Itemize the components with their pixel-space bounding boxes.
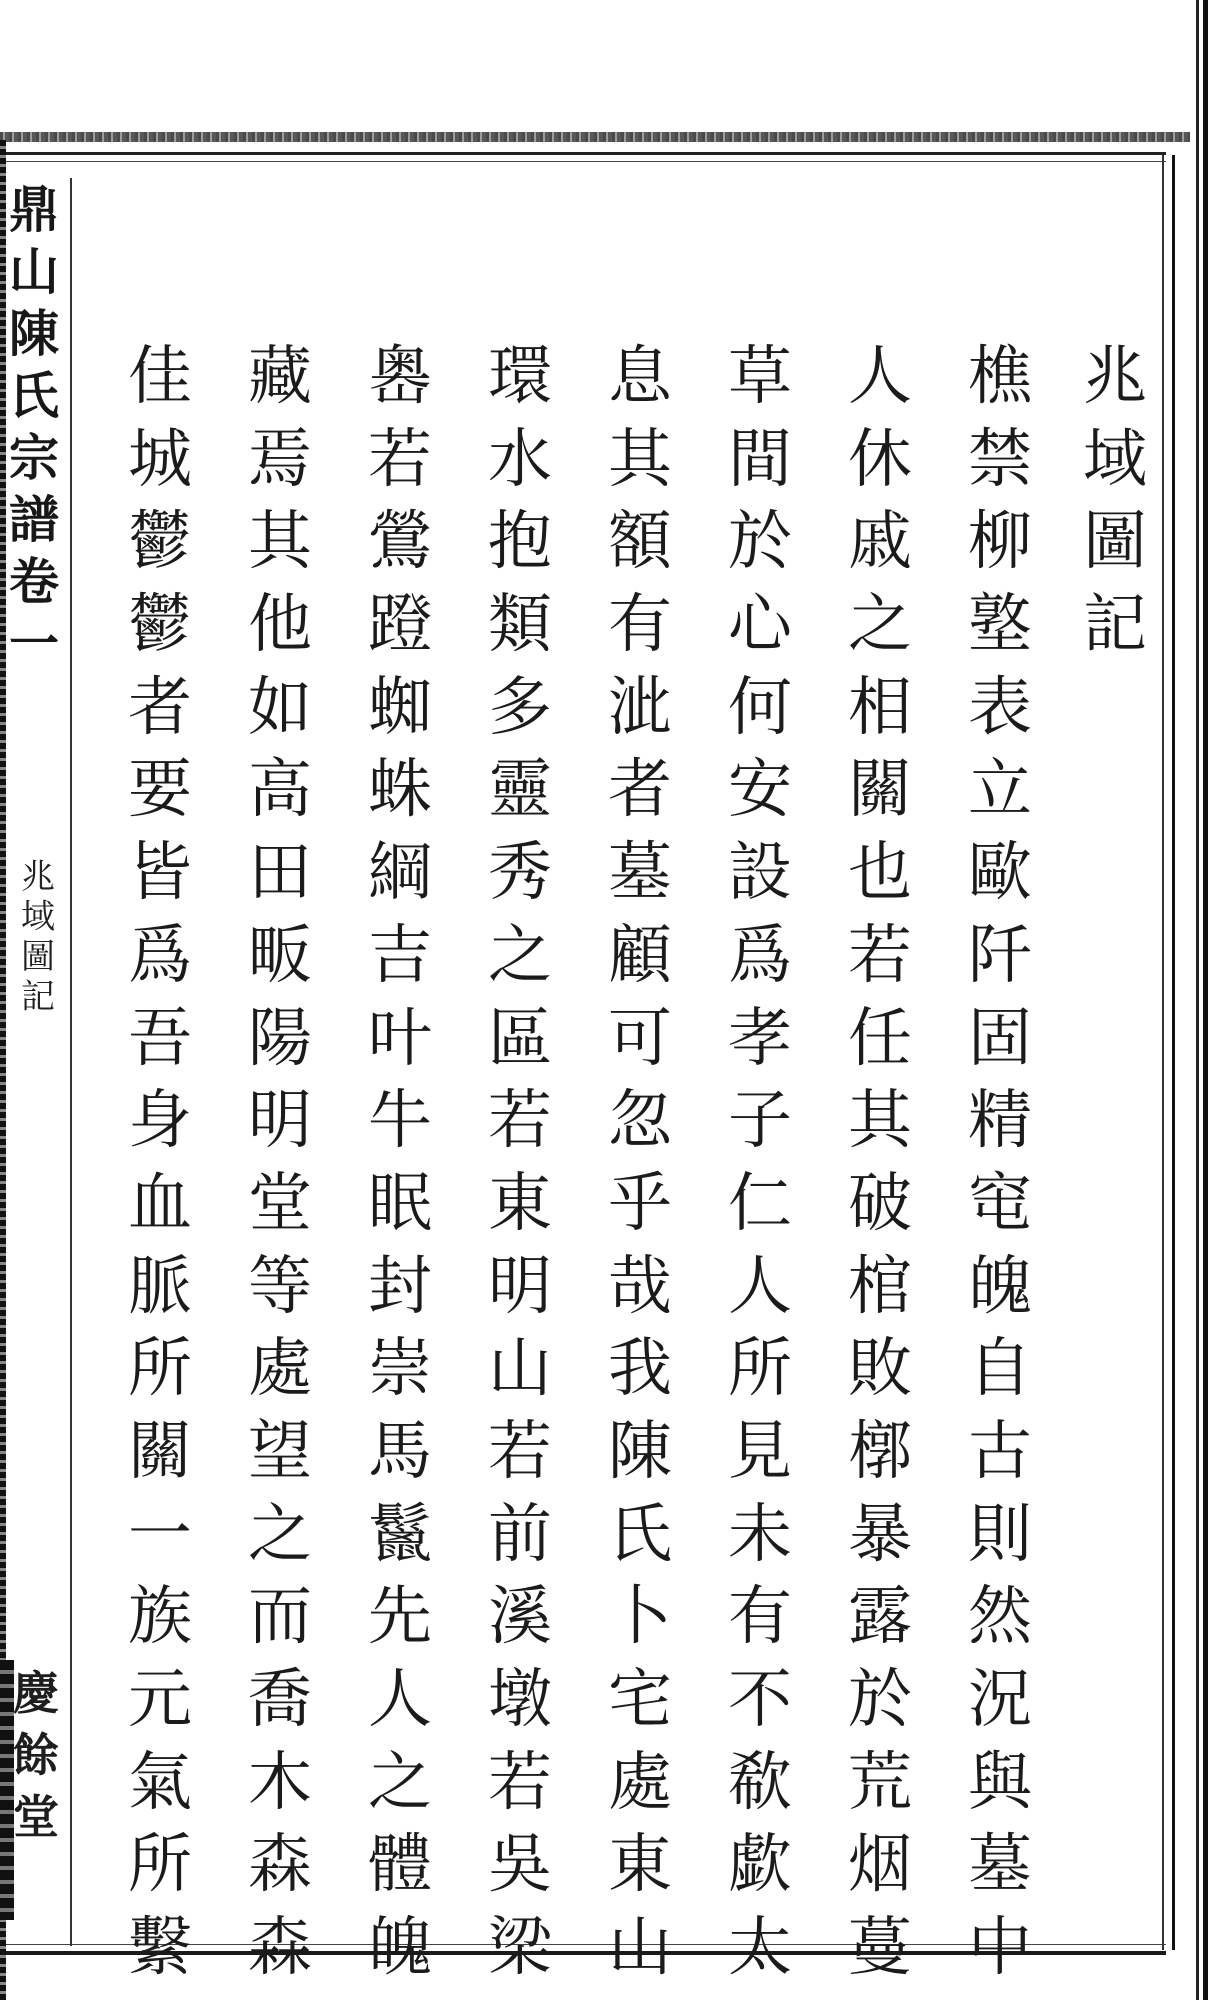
character-glyph: 堂	[248, 1166, 312, 1241]
character-glyph: 之	[368, 1745, 432, 1820]
character-glyph: 血	[128, 1166, 192, 1241]
character-glyph: 山	[9, 242, 59, 301]
character-glyph: 任	[848, 1001, 912, 1076]
character-glyph: 設	[728, 836, 792, 911]
character-glyph: 蹬	[368, 588, 432, 663]
page-top-edge	[0, 132, 1212, 142]
character-glyph: 梁	[488, 1911, 552, 1986]
character-glyph: 歐	[968, 836, 1032, 911]
character-glyph: 烟	[848, 1828, 912, 1903]
character-glyph: 靈	[488, 753, 552, 828]
character-glyph: 魄	[368, 1911, 432, 1986]
character-glyph: 森	[248, 1828, 312, 1903]
character-glyph: 記	[1083, 588, 1147, 663]
character-glyph: 森	[248, 1911, 312, 1986]
character-glyph: 其	[608, 422, 672, 497]
character-glyph: 如	[248, 670, 312, 745]
character-glyph: 棺	[848, 1249, 912, 1324]
character-glyph: 畈	[248, 918, 312, 993]
character-glyph: 太	[728, 1911, 792, 1986]
character-glyph: 阡	[968, 918, 1032, 993]
character-glyph: 蛛	[368, 753, 432, 828]
text-column-8	[115, 340, 205, 1999]
character-glyph: 環	[488, 340, 552, 414]
text-column-1	[955, 340, 1045, 1999]
character-glyph: 焉	[248, 422, 312, 497]
character-glyph: 處	[248, 1332, 312, 1407]
character-glyph: 鶯	[368, 505, 432, 580]
character-glyph: 不	[728, 1663, 792, 1737]
character-glyph: 子	[728, 1084, 792, 1159]
character-glyph: 陽	[248, 1001, 312, 1076]
character-glyph: 圖	[21, 937, 55, 977]
character-glyph: 立	[968, 753, 1032, 828]
character-glyph: 柳	[968, 505, 1032, 580]
character-glyph: 記	[21, 977, 55, 1017]
character-glyph: 我	[608, 1332, 672, 1407]
character-glyph: 蜘	[368, 670, 432, 745]
character-glyph: 前	[488, 1497, 552, 1572]
character-glyph: 身	[128, 1084, 192, 1159]
character-glyph: 精	[968, 1084, 1032, 1159]
character-glyph: 所	[728, 1332, 792, 1407]
character-glyph: 未	[728, 1497, 792, 1572]
character-glyph: 何	[728, 670, 792, 745]
character-glyph: 鼎	[9, 180, 59, 239]
heading	[1070, 340, 1160, 676]
character-glyph: 處	[608, 1745, 672, 1820]
character-glyph: 山	[488, 1332, 552, 1407]
character-glyph: 氏	[9, 366, 59, 425]
text-column-7	[235, 340, 325, 1999]
character-glyph: 破	[848, 1166, 912, 1241]
character-glyph: 乎	[608, 1166, 672, 1241]
character-glyph: 關	[848, 753, 912, 828]
character-glyph: 抱	[488, 505, 552, 580]
character-glyph: 若	[488, 1745, 552, 1820]
character-glyph: 他	[248, 588, 312, 663]
character-glyph: 鬱	[128, 588, 192, 663]
character-glyph: 中	[968, 1911, 1032, 1986]
character-glyph: 若	[488, 1414, 552, 1489]
character-glyph: 其	[848, 1084, 912, 1159]
character-glyph: 喬	[248, 1663, 312, 1737]
character-glyph: 戚	[848, 505, 912, 580]
text-column-2	[835, 340, 925, 1999]
character-glyph: 墪	[968, 588, 1032, 663]
character-glyph: 欷	[728, 1745, 792, 1820]
character-glyph: 溪	[488, 1580, 552, 1655]
character-glyph: 域	[1083, 422, 1147, 497]
character-glyph: 草	[728, 340, 792, 414]
character-glyph: 額	[608, 505, 672, 580]
character-glyph: 眠	[368, 1166, 432, 1241]
character-glyph: 宗	[9, 428, 59, 487]
character-glyph: 區	[488, 1001, 552, 1076]
character-glyph: 表	[968, 670, 1032, 745]
character-glyph: 陳	[608, 1414, 672, 1489]
character-glyph: 佳	[128, 340, 192, 414]
character-glyph: 可	[608, 1001, 672, 1076]
character-glyph: 吉	[368, 918, 432, 993]
character-glyph: 所	[128, 1332, 192, 1407]
character-glyph: 東	[488, 1166, 552, 1241]
character-glyph: 所	[128, 1828, 192, 1903]
character-glyph: 也	[848, 836, 912, 911]
character-glyph: 爲	[128, 918, 192, 993]
character-glyph: 人	[728, 1249, 792, 1324]
character-glyph: 休	[848, 422, 912, 497]
character-glyph: 卜	[608, 1580, 672, 1655]
character-glyph: 吳	[488, 1828, 552, 1903]
character-glyph: 高	[248, 753, 312, 828]
character-glyph: 繫	[128, 1911, 192, 1986]
character-glyph: 多	[488, 670, 552, 745]
spine-section-title	[18, 857, 58, 1020]
frame-right-border	[1162, 155, 1175, 1950]
character-glyph: 山	[608, 1911, 672, 1986]
character-glyph: 古	[968, 1414, 1032, 1489]
character-glyph: 息	[608, 340, 672, 414]
character-glyph: 若	[368, 422, 432, 497]
character-glyph: 城	[128, 422, 192, 497]
character-glyph: 秀	[488, 836, 552, 911]
character-glyph: 氣	[128, 1745, 192, 1820]
character-glyph: 人	[368, 1663, 432, 1737]
text-column-5	[475, 340, 565, 1999]
character-glyph: 忽	[608, 1084, 672, 1159]
character-glyph: 餘	[13, 1728, 59, 1782]
character-glyph: 見	[728, 1414, 792, 1489]
page-right-edge	[1190, 0, 1212, 2000]
character-glyph: 之	[848, 588, 912, 663]
character-glyph: 慶	[13, 1666, 59, 1720]
character-glyph: 之	[488, 918, 552, 993]
character-glyph: 則	[968, 1497, 1032, 1572]
character-glyph: 關	[128, 1414, 192, 1489]
character-glyph: 藏	[248, 340, 312, 414]
character-glyph: 宅	[608, 1663, 672, 1737]
character-glyph: 者	[608, 753, 672, 828]
character-glyph: 固	[968, 1001, 1032, 1076]
character-glyph: 墓	[608, 836, 672, 911]
character-glyph: 兆	[21, 857, 55, 897]
character-glyph: 有	[728, 1580, 792, 1655]
character-glyph: 嶴	[368, 340, 432, 414]
character-glyph: 露	[848, 1580, 912, 1655]
character-glyph: 陳	[9, 304, 59, 363]
character-glyph: 皆	[128, 836, 192, 911]
character-glyph: 兆	[1083, 340, 1147, 414]
character-glyph: 馬	[368, 1414, 432, 1489]
character-glyph: 墓	[968, 1828, 1032, 1903]
character-glyph: 類	[488, 588, 552, 663]
text-column-4	[595, 340, 685, 1999]
character-glyph: 東	[608, 1828, 672, 1903]
character-glyph: 與	[968, 1745, 1032, 1820]
character-glyph: 等	[248, 1249, 312, 1324]
frame-top-border	[6, 152, 1166, 162]
character-glyph: 明	[248, 1084, 312, 1159]
character-glyph: 若	[848, 918, 912, 993]
character-glyph: 田	[248, 836, 312, 911]
character-glyph: 蔓	[848, 1911, 912, 1986]
character-glyph: 體	[368, 1828, 432, 1903]
character-glyph: 圖	[1083, 505, 1147, 580]
spine-hall-name	[8, 1666, 64, 1856]
character-glyph: 有	[608, 588, 672, 663]
character-glyph: 木	[248, 1745, 312, 1820]
character-glyph: 孝	[728, 1001, 792, 1076]
character-glyph: 域	[21, 897, 55, 937]
character-glyph: 荒	[848, 1745, 912, 1820]
character-glyph: 元	[128, 1663, 192, 1737]
character-glyph: 爲	[728, 918, 792, 993]
character-glyph: 心	[728, 588, 792, 663]
character-glyph: 顧	[608, 918, 672, 993]
character-glyph: 要	[128, 753, 192, 828]
character-glyph: 仁	[728, 1166, 792, 1241]
spine-volume	[6, 552, 62, 681]
character-glyph: 自	[968, 1332, 1032, 1407]
character-glyph: 而	[248, 1580, 312, 1655]
character-glyph: 暴	[848, 1497, 912, 1572]
character-glyph: 明	[488, 1249, 552, 1324]
character-glyph: 脈	[128, 1249, 192, 1324]
character-glyph: 歔	[728, 1828, 792, 1903]
text-column-6	[355, 340, 445, 1999]
character-glyph: 一	[128, 1497, 192, 1572]
character-glyph: 禁	[968, 422, 1032, 497]
character-glyph: 崇	[368, 1332, 432, 1407]
character-glyph: 一	[9, 614, 59, 673]
character-glyph: 卷	[9, 552, 59, 611]
character-glyph: 氏	[608, 1497, 672, 1572]
character-glyph: 槨	[848, 1414, 912, 1489]
character-glyph: 魄	[968, 1249, 1032, 1324]
character-glyph: 哉	[608, 1249, 672, 1324]
spine-book-title	[6, 180, 62, 557]
character-glyph: 於	[848, 1663, 912, 1737]
character-glyph: 望	[248, 1414, 312, 1489]
character-glyph: 安	[728, 753, 792, 828]
character-glyph: 者	[128, 670, 192, 745]
character-glyph: 人	[848, 340, 912, 414]
character-glyph: 相	[848, 670, 912, 745]
character-glyph: 鬣	[368, 1497, 432, 1572]
character-glyph: 然	[968, 1580, 1032, 1655]
character-glyph: 族	[128, 1580, 192, 1655]
character-glyph: 先	[368, 1580, 432, 1655]
character-glyph: 樵	[968, 340, 1032, 414]
character-glyph: 墩	[488, 1663, 552, 1737]
character-glyph: 其	[248, 505, 312, 580]
character-glyph: 鬱	[128, 505, 192, 580]
character-glyph: 水	[488, 422, 552, 497]
character-glyph: 吾	[128, 1001, 192, 1076]
character-glyph: 敗	[848, 1332, 912, 1407]
character-glyph: 牛	[368, 1084, 432, 1159]
text-column-3	[715, 340, 805, 1999]
spine-divider-rule	[70, 178, 72, 1946]
character-glyph: 況	[968, 1663, 1032, 1737]
character-glyph: 封	[368, 1249, 432, 1324]
character-glyph: 若	[488, 1084, 552, 1159]
character-glyph: 於	[728, 505, 792, 580]
character-glyph: 綱	[368, 836, 432, 911]
character-glyph: 叶	[368, 1001, 432, 1076]
character-glyph: 窀	[968, 1166, 1032, 1241]
character-glyph: 譜	[9, 490, 59, 549]
character-glyph: 泚	[608, 670, 672, 745]
character-glyph: 間	[728, 422, 792, 497]
character-glyph: 堂	[13, 1790, 59, 1844]
character-glyph: 之	[248, 1497, 312, 1572]
